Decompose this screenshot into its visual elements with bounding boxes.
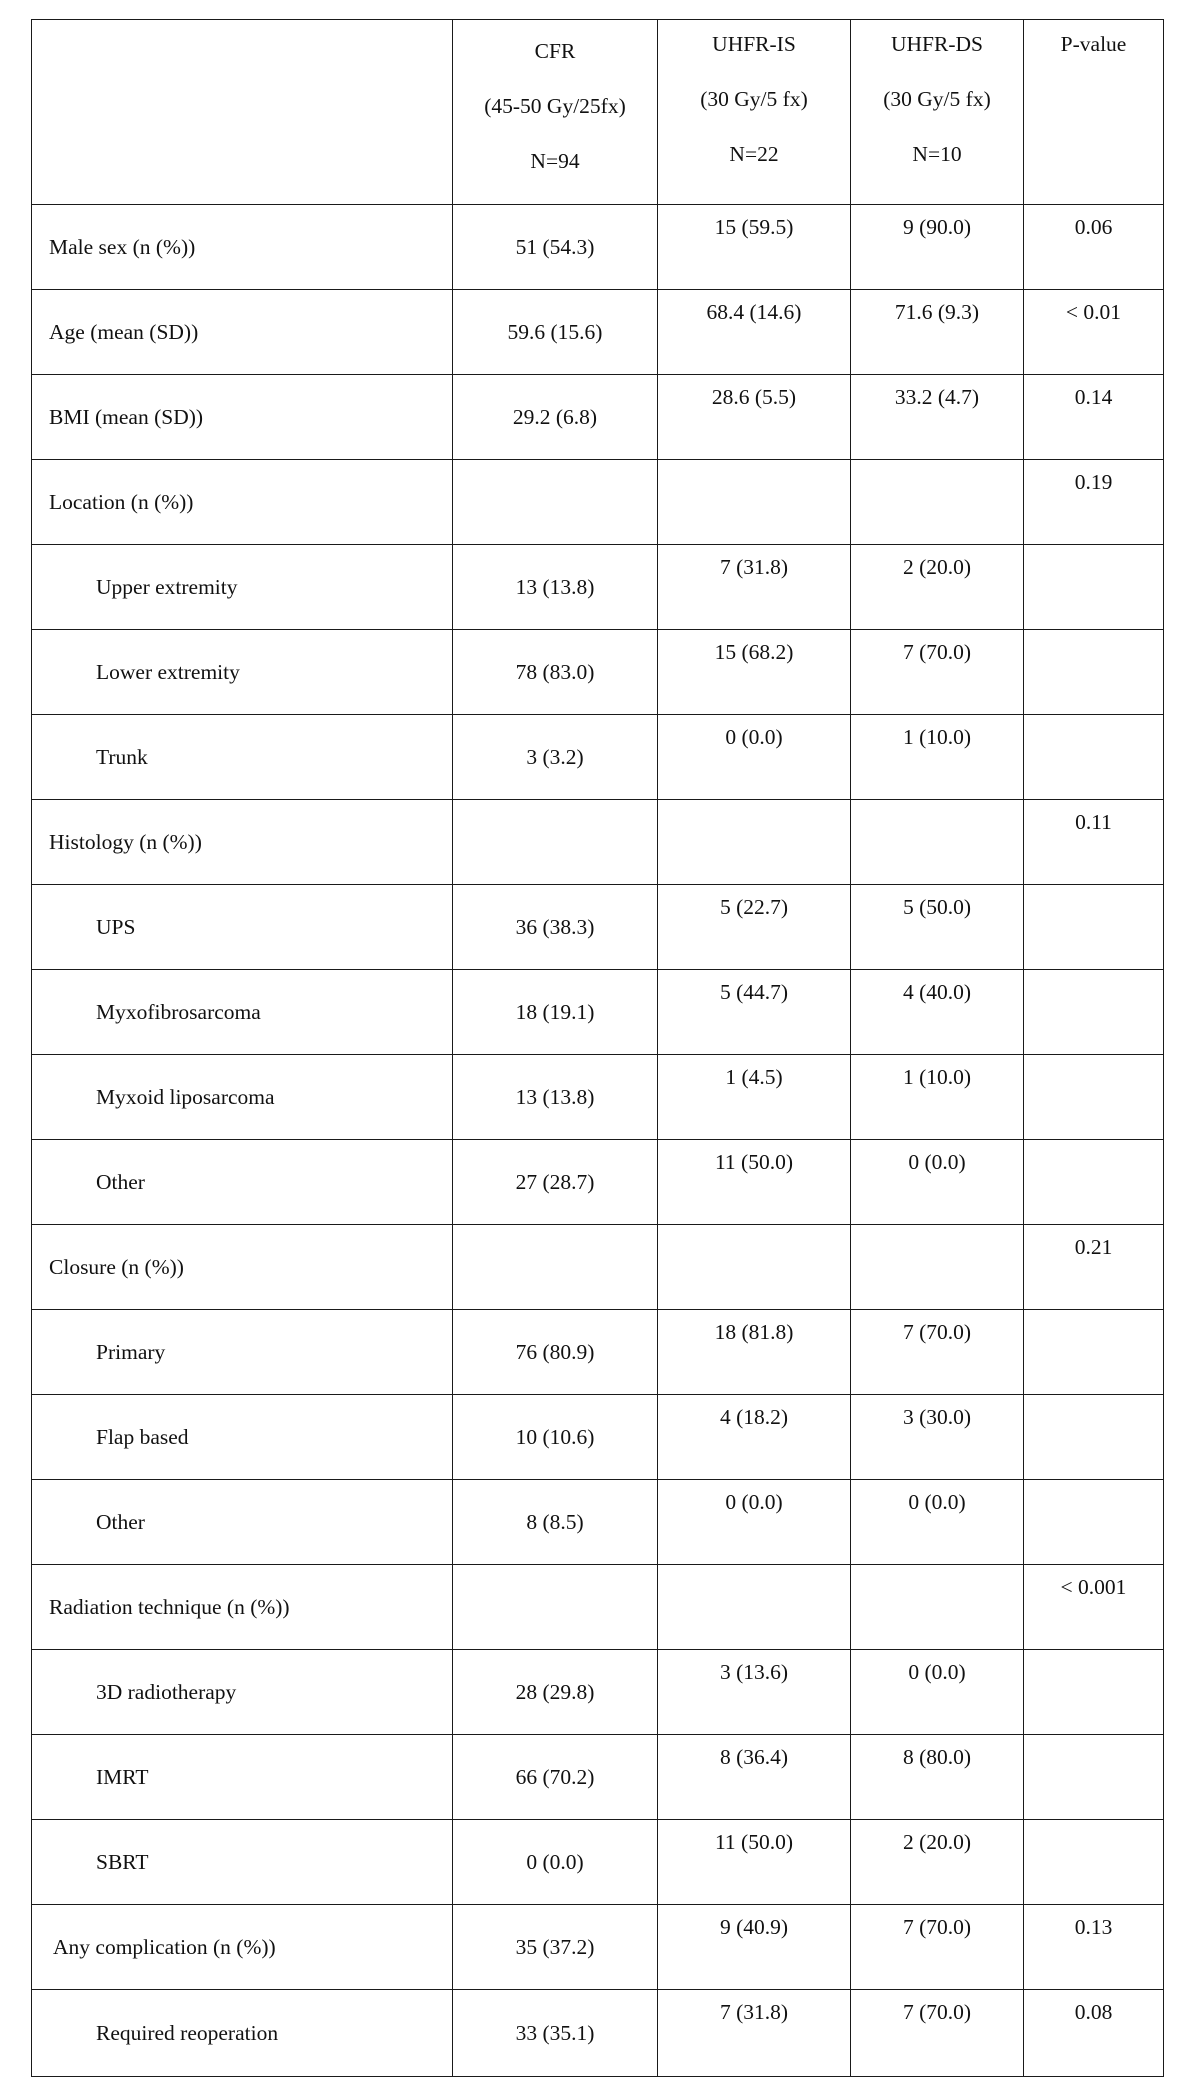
uhfr-ds-value-cell xyxy=(851,1565,1024,1650)
table-row xyxy=(32,1395,1164,1480)
cfr-value-cell: 0 (0.0) xyxy=(453,1820,658,1905)
cfr-value-cell: 78 (83.0) xyxy=(453,630,658,715)
table-row xyxy=(32,1650,1164,1735)
uhfr-is-value-cell: 7 (31.8) xyxy=(658,1990,851,2077)
header-cfr xyxy=(453,20,658,205)
p-value-cell: 0.13 xyxy=(1024,1905,1164,1990)
uhfr-is-value-cell: 0 (0.0) xyxy=(658,1480,851,1565)
table-body xyxy=(32,205,1164,2077)
uhfr-ds-value-cell: 5 (50.0) xyxy=(851,885,1024,970)
cfr-value-cell: 51 (54.3) xyxy=(453,205,658,290)
cfr-value-cell: 10 (10.6) xyxy=(453,1395,658,1480)
uhfr-ds-value-cell: 8 (80.0) xyxy=(851,1735,1024,1820)
uhfr-is-value-cell: 1 (4.5) xyxy=(658,1055,851,1140)
uhfr-is-value-cell: 8 (36.4) xyxy=(658,1735,851,1820)
cfr-value-cell: 13 (13.8) xyxy=(453,545,658,630)
row-label-cell: Closure (n (%)) xyxy=(32,1225,453,1310)
uhfr-ds-value-cell: 4 (40.0) xyxy=(851,970,1024,1055)
p-value-cell xyxy=(1024,1480,1164,1565)
p-value-cell xyxy=(1024,1395,1164,1480)
row-label-cell: SBRT xyxy=(32,1820,453,1905)
uhfr-is-value-cell: 9 (40.9) xyxy=(658,1905,851,1990)
p-value-cell: < 0.01 xyxy=(1024,290,1164,375)
p-value-cell xyxy=(1024,1650,1164,1735)
header-line: N=10 xyxy=(912,142,962,166)
header-line: N=94 xyxy=(530,149,580,173)
table-row xyxy=(32,205,1164,290)
p-value-cell: 0.08 xyxy=(1024,1990,1164,2077)
cfr-value-cell: 59.6 (15.6) xyxy=(453,290,658,375)
cfr-value-cell: 76 (80.9) xyxy=(453,1310,658,1395)
table-row xyxy=(32,630,1164,715)
row-label-cell: Age (mean (SD)) xyxy=(32,290,453,375)
uhfr-is-value-cell: 4 (18.2) xyxy=(658,1395,851,1480)
table-row xyxy=(32,1310,1164,1395)
p-value-cell xyxy=(1024,970,1164,1055)
row-label-cell: Flap based xyxy=(32,1395,453,1480)
table-row xyxy=(32,545,1164,630)
cfr-value-cell: 36 (38.3) xyxy=(453,885,658,970)
uhfr-ds-value-cell: 71.6 (9.3) xyxy=(851,290,1024,375)
p-value-cell xyxy=(1024,1310,1164,1395)
row-label-cell: Other xyxy=(32,1140,453,1225)
uhfr-is-value-cell: 15 (59.5) xyxy=(658,205,851,290)
row-label-cell: Histology (n (%)) xyxy=(32,800,453,885)
uhfr-is-value-cell: 15 (68.2) xyxy=(658,630,851,715)
uhfr-ds-value-cell: 0 (0.0) xyxy=(851,1650,1024,1735)
uhfr-ds-value-cell: 2 (20.0) xyxy=(851,545,1024,630)
cfr-value-cell: 27 (28.7) xyxy=(453,1140,658,1225)
table-row xyxy=(32,460,1164,545)
row-label-cell: Primary xyxy=(32,1310,453,1395)
header-uhfr-is xyxy=(658,20,851,205)
cfr-value-cell: 8 (8.5) xyxy=(453,1480,658,1565)
uhfr-ds-value-cell: 1 (10.0) xyxy=(851,1055,1024,1140)
uhfr-ds-value-cell: 7 (70.0) xyxy=(851,1905,1024,1990)
row-label-cell: Radiation technique (n (%)) xyxy=(32,1565,453,1650)
cfr-value-cell: 3 (3.2) xyxy=(453,715,658,800)
table-row xyxy=(32,1565,1164,1650)
cfr-value-cell: 13 (13.8) xyxy=(453,1055,658,1140)
table-row xyxy=(32,1480,1164,1565)
cfr-value-cell: 33 (35.1) xyxy=(453,1990,658,2077)
cfr-value-cell: 18 (19.1) xyxy=(453,970,658,1055)
cfr-value-cell: 35 (37.2) xyxy=(453,1905,658,1990)
cfr-value-cell: 28 (29.8) xyxy=(453,1650,658,1735)
row-label-cell: Required reoperation xyxy=(32,1990,453,2077)
cfr-value-cell xyxy=(453,460,658,545)
table-row xyxy=(32,885,1164,970)
table-row xyxy=(32,800,1164,885)
characteristics-table xyxy=(31,19,1164,2077)
header-line: N=22 xyxy=(729,142,779,166)
header-blank xyxy=(32,20,453,205)
uhfr-is-value-cell xyxy=(658,1565,851,1650)
uhfr-ds-value-cell: 7 (70.0) xyxy=(851,1990,1024,2077)
cfr-value-cell xyxy=(453,1565,658,1650)
row-label-cell: Any complication (n (%)) xyxy=(32,1905,453,1990)
uhfr-ds-value-cell: 1 (10.0) xyxy=(851,715,1024,800)
row-label-cell: Trunk xyxy=(32,715,453,800)
uhfr-ds-value-cell: 0 (0.0) xyxy=(851,1140,1024,1225)
row-label-cell: Lower extremity xyxy=(32,630,453,715)
p-value-cell xyxy=(1024,630,1164,715)
table-row xyxy=(32,1140,1164,1225)
uhfr-is-value-cell: 5 (44.7) xyxy=(658,970,851,1055)
p-value-cell: 0.11 xyxy=(1024,800,1164,885)
row-label-cell: Myxofibrosarcoma xyxy=(32,970,453,1055)
uhfr-ds-value-cell xyxy=(851,800,1024,885)
cfr-value-cell xyxy=(453,800,658,885)
cfr-value-cell: 66 (70.2) xyxy=(453,1735,658,1820)
uhfr-ds-value-cell: 9 (90.0) xyxy=(851,205,1024,290)
p-value-cell xyxy=(1024,545,1164,630)
header-line: (45-50 Gy/25fx) xyxy=(484,94,626,118)
uhfr-is-value-cell: 28.6 (5.5) xyxy=(658,375,851,460)
table-row xyxy=(32,1055,1164,1140)
uhfr-ds-value-cell: 3 (30.0) xyxy=(851,1395,1024,1480)
row-label-cell: Male sex (n (%)) xyxy=(32,205,453,290)
row-label-cell: UPS xyxy=(32,885,453,970)
p-value-cell: 0.19 xyxy=(1024,460,1164,545)
uhfr-is-value-cell: 11 (50.0) xyxy=(658,1820,851,1905)
uhfr-is-value-cell: 18 (81.8) xyxy=(658,1310,851,1395)
table-row xyxy=(32,1990,1164,2077)
table-row xyxy=(32,1225,1164,1310)
uhfr-ds-value-cell: 7 (70.0) xyxy=(851,1310,1024,1395)
header-line: UHFR-DS xyxy=(891,32,983,56)
row-label-cell: Myxoid liposarcoma xyxy=(32,1055,453,1140)
table-row xyxy=(32,970,1164,1055)
p-value-cell xyxy=(1024,1140,1164,1225)
uhfr-ds-value-cell xyxy=(851,1225,1024,1310)
uhfr-ds-value-cell xyxy=(851,460,1024,545)
uhfr-is-value-cell xyxy=(658,1225,851,1310)
table-row xyxy=(32,715,1164,800)
p-value-cell xyxy=(1024,1055,1164,1140)
uhfr-ds-value-cell: 7 (70.0) xyxy=(851,630,1024,715)
p-value-cell: 0.21 xyxy=(1024,1225,1164,1310)
uhfr-is-value-cell: 0 (0.0) xyxy=(658,715,851,800)
header-p-value xyxy=(1024,20,1164,205)
p-value-cell: 0.14 xyxy=(1024,375,1164,460)
uhfr-ds-value-cell: 0 (0.0) xyxy=(851,1480,1024,1565)
p-value-cell xyxy=(1024,885,1164,970)
row-label-cell: 3D radiotherapy xyxy=(32,1650,453,1735)
uhfr-is-value-cell: 3 (13.6) xyxy=(658,1650,851,1735)
uhfr-ds-value-cell: 2 (20.0) xyxy=(851,1820,1024,1905)
table-row xyxy=(32,290,1164,375)
cfr-value-cell: 29.2 (6.8) xyxy=(453,375,658,460)
row-label-cell: IMRT xyxy=(32,1735,453,1820)
header-line: (30 Gy/5 fx) xyxy=(883,87,991,111)
row-label-cell: BMI (mean (SD)) xyxy=(32,375,453,460)
uhfr-ds-value-cell: 33.2 (4.7) xyxy=(851,375,1024,460)
uhfr-is-value-cell: 5 (22.7) xyxy=(658,885,851,970)
header-line: (30 Gy/5 fx) xyxy=(700,87,808,111)
header-row xyxy=(32,20,1164,205)
row-label-cell: Other xyxy=(32,1480,453,1565)
table-row xyxy=(32,1905,1164,1990)
header-line: UHFR-IS xyxy=(712,32,796,56)
p-value-cell: < 0.001 xyxy=(1024,1565,1164,1650)
uhfr-is-value-cell xyxy=(658,460,851,545)
p-value-cell xyxy=(1024,1735,1164,1820)
header-line: CFR xyxy=(534,39,576,63)
table-row xyxy=(32,375,1164,460)
row-label-cell: Location (n (%)) xyxy=(32,460,453,545)
p-value-cell: 0.06 xyxy=(1024,205,1164,290)
header-line: P-value xyxy=(1060,32,1127,56)
uhfr-is-value-cell xyxy=(658,800,851,885)
uhfr-is-value-cell: 68.4 (14.6) xyxy=(658,290,851,375)
cfr-value-cell xyxy=(453,1225,658,1310)
uhfr-is-value-cell: 11 (50.0) xyxy=(658,1140,851,1225)
header-uhfr-ds xyxy=(851,20,1024,205)
p-value-cell xyxy=(1024,715,1164,800)
table-row xyxy=(32,1820,1164,1905)
table-row xyxy=(32,1735,1164,1820)
uhfr-is-value-cell: 7 (31.8) xyxy=(658,545,851,630)
row-label-cell: Upper extremity xyxy=(32,545,453,630)
p-value-cell xyxy=(1024,1820,1164,1905)
